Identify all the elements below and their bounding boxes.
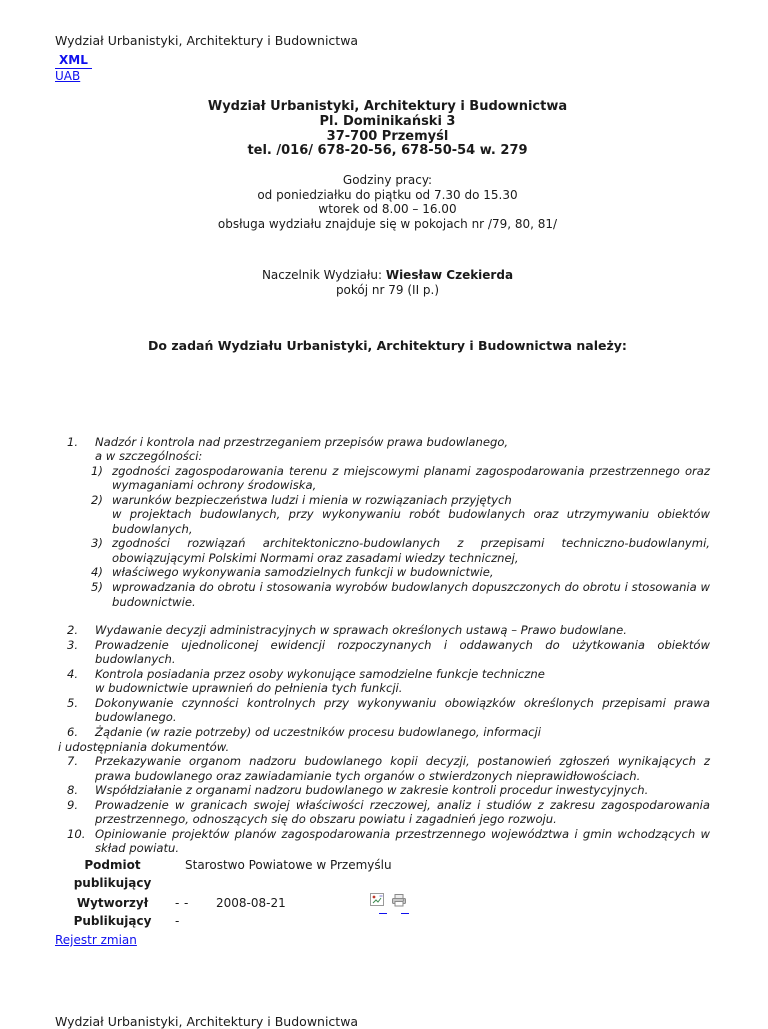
meta-row-publishing <box>55 912 720 931</box>
department-head-name: Wiesław Czekierda <box>385 267 514 282</box>
subtask-item <box>91 464 710 493</box>
task-text: Nadzór i kontrola nad przestrzeganiem przepisów prawa budowlanego, a w szczególności: 1) zgodności zagospodarowania terenu z miejscowymi planami zagospodarowania przestrzennego oraz wymaganiami ochrony środowiska, 2) warunków bezpieczeństwa ludzi i mienia w rozwiązaniach przyjętych w projektach budowlanych, przy wykonywaniu robót budowlanych oraz utrzymywaniu obiektów budowlanych, 3) zgodności rozwiązań architektoniczno-budowlanych z przepisami techniczno-budowlanymi, obowiązującymi Polskimi Normami oraz zasadami wiedzy technicznej, 4) właściwego wykonywania samodzielnych funkcji w budownictwie, 5) wprowadzania do obrotu i stosowania wyrobów budowlanych dopuszczonych do obrotu i stosowania w budownictwie. <box>91 434 710 609</box>
subtask-item <box>91 493 710 537</box>
task-text: Żądanie (w razie potrzeby) od uczestników procesu budowlanego, informacji i udostępniania dokumentów. <box>95 725 710 754</box>
page-title: Wydział Urbanistyki, Architektury i Budownictwa <box>55 33 359 48</box>
subtask-number: 5) <box>91 580 103 595</box>
task-text-continuation: i udostępniania dokumentów. <box>58 739 230 754</box>
task-number: 2. <box>67 623 79 638</box>
xml-link[interactable]: XML <box>55 53 92 69</box>
task-number: 10. <box>67 826 86 841</box>
meta-label-publishing: Publikujący <box>73 914 152 929</box>
task-text: Prowadzenie ujednoliconej ewidencji rozpoczynanych i oddawanych do użytkowania obiektów budowlanych. <box>95 637 710 667</box>
task-item <box>58 724 710 754</box>
task-item <box>67 623 710 638</box>
subtask-text: zgodności rozwiązań architektoniczno-budowlanych z przepisami techniczno-budowlanymi, obowiązującymi Polskimi Normami oraz zasadami wiedzy technicznej, <box>112 536 710 565</box>
task-text: Prowadzenie w granicach swojej właściwości rzeczowej, analiz i studiów z zakresu zagospodarowania przestrzennego, odnoszących się do obszaru powiatu i zagadnień jego rozwoju. <box>95 797 710 827</box>
task-number: 8. <box>67 783 79 798</box>
meta-row-publisher <box>55 856 720 893</box>
task-text: Przekazywanie organom nadzoru budowlanego kopii decyzji, postanowień zgłoszeń wynikających z prawa budowlanego oraz zawiadamianie tych organów o stwierdzonych nieprawidłowościach. <box>95 754 710 783</box>
subtask-text: zgodności zagospodarowania terenu z miejscowymi planami zagospodarowania przestrzennego oraz wymaganiami ochrony środowiska, <box>112 463 710 493</box>
task-text: Dokonywanie czynności kontrolnych przy wykonywaniu obowiązków określonych przepisami prawa budowlanego. <box>95 695 710 725</box>
subtask-text: wprowadzania do obrotu i stosowania wyrobów budowlanych dopuszczonych do obrotu i stosowania w budownictwie. <box>112 580 710 609</box>
subtask-number: 3) <box>91 536 103 551</box>
task-number: 3. <box>67 637 79 652</box>
department-address-header <box>55 100 720 159</box>
task-item <box>67 754 710 783</box>
meta-row-created <box>55 893 720 913</box>
department-head-room: pokój nr 79 (II p.) <box>335 282 440 297</box>
subtask-number: 4) <box>91 565 103 580</box>
department-name: Wydział Urbanistyki, Architektury i Budownictwa <box>207 99 568 114</box>
department-head-label: Naczelnik Wydziału: <box>261 267 386 282</box>
task-number: 5. <box>67 695 79 710</box>
pdf-link[interactable] <box>370 893 385 913</box>
task-number: 6. <box>67 724 79 739</box>
top-links <box>55 53 720 84</box>
subtask-text: warunków bezpieczeństwa ludzi i mienia w rozwiązaniach przyjętych w projektach budowlanych, przy wykonywaniu robót budowlanych oraz utrzymywaniu obiektów budowlanych, <box>112 492 710 536</box>
meta-value-publishing: - <box>175 914 180 929</box>
uab-link[interactable]: UAB <box>55 69 81 83</box>
meta-value-created-by: - <box>175 895 180 910</box>
subtask-item <box>91 536 710 565</box>
task-text: Współdziałanie z organami nadzoru budowlanego w zakresie kontroli procedur inwestycyjnych. <box>95 783 649 798</box>
subtask-number: 1) <box>91 463 103 478</box>
office-hours-title: Godziny pracy: <box>342 173 433 188</box>
task-number: 1. <box>67 434 79 449</box>
subtask-item <box>91 580 710 609</box>
task-item <box>67 696 710 725</box>
tasks-list <box>58 434 710 856</box>
task-text: Kontrola posiadania przez osoby wykonujące samodzielne funkcje techniczne w budownictwie uprawnień do pełnienia tych funkcji. <box>95 666 545 696</box>
office-hours-tuesday: wtorek od 8.00 – 16.00 <box>318 202 457 217</box>
meta-label-created: Wytworzył <box>76 895 149 910</box>
meta-label-publisher: Podmiot publikujący <box>73 857 152 891</box>
office-hours-rooms: obsługa wydziału znajduje się w pokojach nr /79, 80, 81/ <box>217 216 558 231</box>
pdf-icon <box>370 896 385 910</box>
print-link[interactable] <box>391 894 407 913</box>
task-item <box>67 827 710 856</box>
meta-action-icons <box>370 893 407 913</box>
task-item <box>67 435 710 610</box>
office-hours-weekdays: od poniedziałku do piątku od 7.30 do 15.30 <box>257 187 518 202</box>
department-phone: tel. /016/ 678-20-56, 678-50-54 w. 279 <box>247 143 528 159</box>
tasks-heading: Do zadań Wydziału Urbanistyki, Architektury i Budownictwa należy: <box>148 337 627 353</box>
meta-value-publisher: Starostwo Powiatowe w Przemyślu <box>185 857 392 872</box>
task-item <box>67 798 710 827</box>
meta-value-created-date: 2008-08-21 <box>216 895 286 910</box>
subtask-item <box>91 565 710 580</box>
task-text: Opiniowanie projektów planów zagospodarowania przestrzennego województwa i gmin wchodzących w skład powiatu. <box>95 826 710 856</box>
department-street: Pl. Dominikański 3 <box>319 113 456 129</box>
task-item <box>67 783 710 798</box>
task-number: 7. <box>67 754 79 769</box>
subtask-number: 2) <box>91 492 103 507</box>
task-number: 4. <box>67 666 79 681</box>
task-item <box>67 667 710 696</box>
department-city: 37-700 Przemyśl <box>326 128 449 144</box>
task-number: 9. <box>67 797 79 812</box>
department-head <box>55 268 720 298</box>
subtasks-list <box>91 464 710 609</box>
office-hours <box>55 173 720 231</box>
metadata-table <box>55 856 720 931</box>
task-item <box>67 638 710 667</box>
print-icon <box>391 896 407 910</box>
change-register-link[interactable]: Rejestr zmian <box>55 932 137 947</box>
subtask-text: właściwego wykonywania samodzielnych funkcji w budownictwie, <box>112 565 494 580</box>
meta-value-created-by2: - <box>184 895 189 910</box>
footer-department-name: Wydział Urbanistyki, Architektury i Budownictwa <box>55 1013 359 1029</box>
task-text: Wydawanie decyzji administracyjnych w sprawach określonych ustawą – Prawo budowlane. <box>95 623 627 638</box>
